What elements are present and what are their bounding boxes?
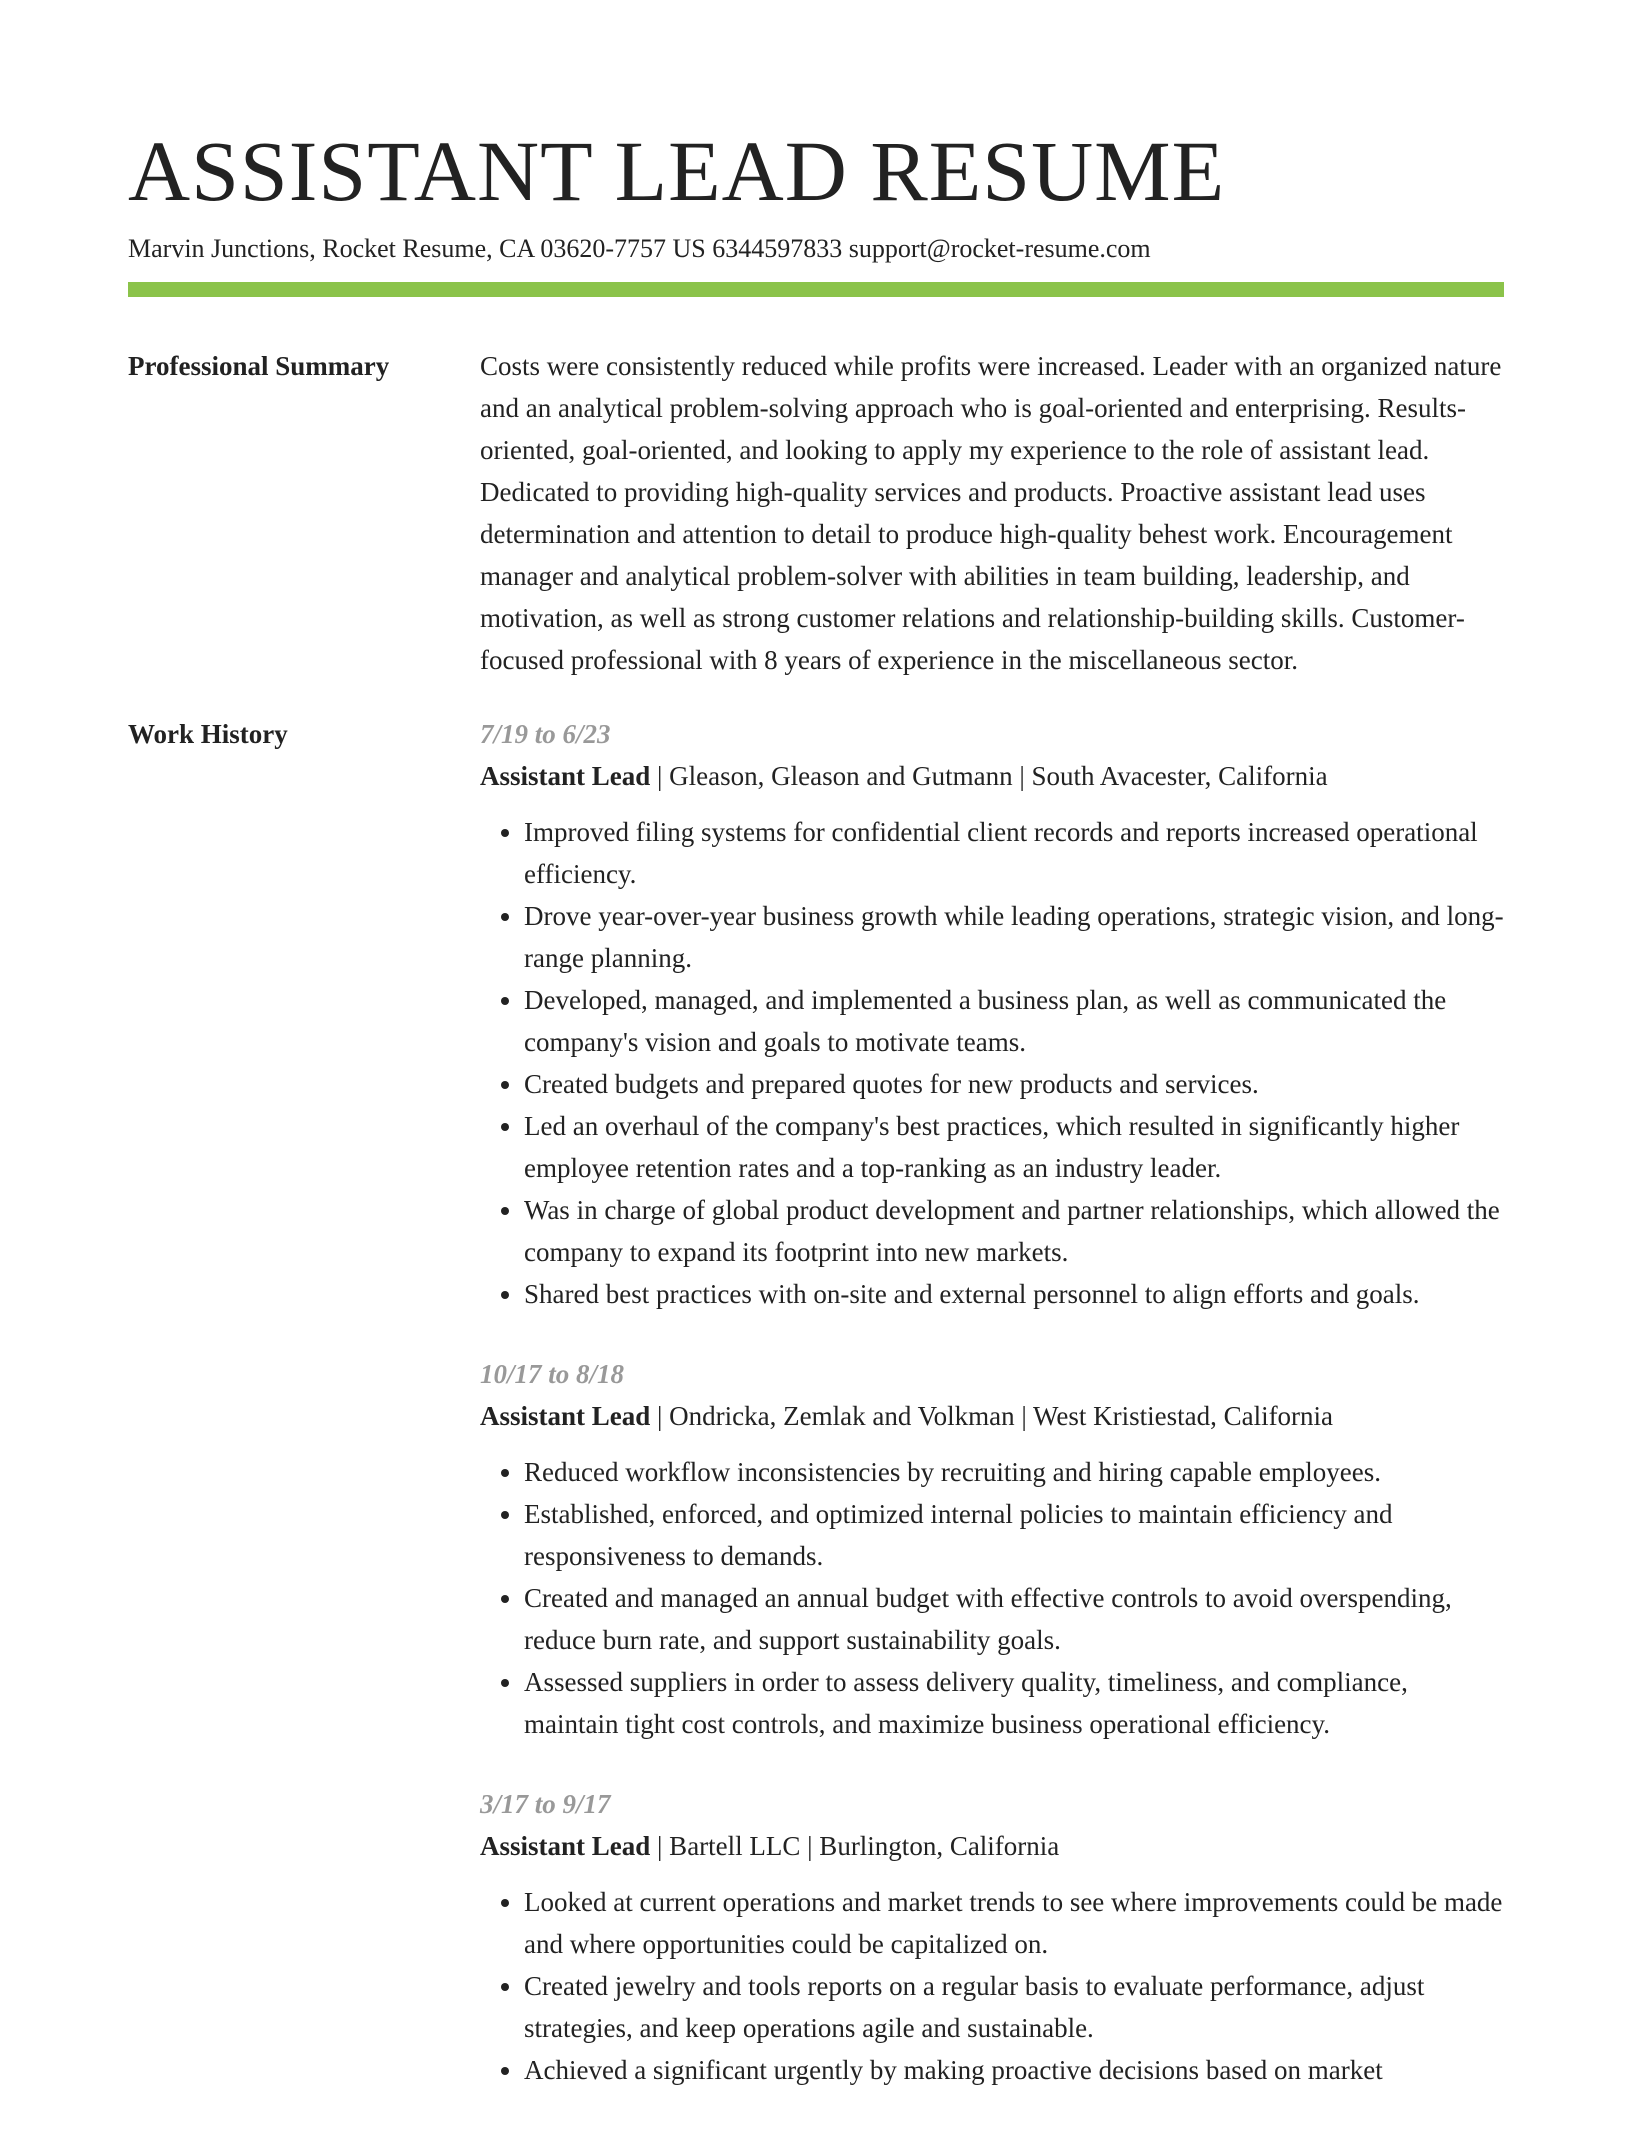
job-bullet: • Led an overhaul of the company's best practices, which resulted in significantly higher employee retention rates and a top-ranking as an industry leader. (524, 1105, 1504, 1189)
job-heading (480, 755, 1504, 797)
work-history-body (480, 713, 1504, 2129)
resume-page (128, 0, 1504, 2129)
job-bullet: • Achieved a significant urgently by making proactive decisions based on market (524, 2049, 1504, 2091)
job-title: Assistant Lead (480, 1401, 651, 1431)
job-bullets (480, 1451, 1504, 1745)
job-details: | Gleason, Gleason and Gutmann | South Avacester, California (650, 761, 1328, 791)
job-dates: 10/17 to 8/18 (480, 1359, 625, 1389)
work-history-section (128, 713, 1504, 2129)
job-bullet: • Established, enforced, and optimized internal policies to maintain efficiency and responsiveness to demands. (524, 1493, 1504, 1577)
job-dates: 3/17 to 9/17 (480, 1789, 611, 1819)
job-bullet: • Created jewelry and tools reports on a regular basis to evaluate performance, adjust strategies, and keep operations agile and sustainable. (524, 1965, 1504, 2049)
job-bullet: • Drove year-over-year business growth while leading operations, strategic vision, and long-range planning. (524, 895, 1504, 979)
section-label-summary: Professional Summary (128, 351, 390, 381)
professional-summary-section (128, 345, 1504, 681)
contact-info: Marvin Junctions, Rocket Resume, CA 03620-7757 US 6344597833 support@rocket-resume.com (128, 234, 1151, 263)
header-divider (128, 282, 1504, 297)
job-entry (480, 1353, 1504, 1745)
job-bullet: • Improved filing systems for confidential client records and reports increased operational efficiency. (524, 811, 1504, 895)
job-bullet: • Created budgets and prepared quotes for new products and services. (524, 1063, 1504, 1105)
summary-text: Costs were consistently reduced while profits were increased. Leader with an organized nature and an analytical problem-solving approach who is goal-oriented and enterprising. Results-oriented, goal-oriented, and looking to apply my experience to the role of assistant lead. Dedicated to providing high-quality services and products. Proactive assistant lead uses determination and attention to detail to produce high-quality behest work. Encouragement manager and analytical problem-solver with abilities in team building, leadership, and motivation, as well as strong customer relations and relationship-building skills. Customer-focused professional with 8 years of experience in the miscellaneous sector. (480, 351, 1502, 675)
job-bullet: • Was in charge of global product development and partner relationships, which allowed the company to expand its footprint into new markets. (524, 1189, 1504, 1273)
resume-title: ASSISTANT LEAD RESUME (128, 123, 1226, 219)
job-bullet: • Created and managed an annual budget with effective controls to avoid overspending, reduce burn rate, and support sustainability goals. (524, 1577, 1504, 1661)
job-title: Assistant Lead (480, 1831, 651, 1861)
job-bullet: • Looked at current operations and market trends to see where improvements could be made and where opportunities could be capitalized on. (524, 1881, 1504, 1965)
job-title: Assistant Lead (480, 761, 651, 791)
job-details: | Ondricka, Zemlak and Volkman | West Kristiestad, California (650, 1401, 1334, 1431)
job-heading (480, 1395, 1504, 1437)
summary-body (480, 345, 1504, 681)
job-entry (480, 713, 1504, 1315)
job-bullet: • Developed, managed, and implemented a business plan, as well as communicated the company's vision and goals to motivate teams. (524, 979, 1504, 1063)
job-bullet: • Assessed suppliers in order to assess delivery quality, timeliness, and compliance, maintain tight cost controls, and maximize business operational efficiency. (524, 1661, 1504, 1745)
job-dates: 7/19 to 6/23 (480, 719, 611, 749)
job-bullet: • Reduced workflow inconsistencies by recruiting and hiring capable employees. (524, 1451, 1504, 1493)
job-entry (480, 1783, 1504, 2091)
job-bullet: • Shared best practices with on-site and external personnel to align efforts and goals. (524, 1273, 1504, 1315)
section-label-work-history: Work History (128, 719, 288, 749)
job-bullets (480, 811, 1504, 1315)
job-details: | Bartell LLC | Burlington, California (650, 1831, 1060, 1861)
job-bullets (480, 1881, 1504, 2091)
job-heading (480, 1825, 1504, 1867)
